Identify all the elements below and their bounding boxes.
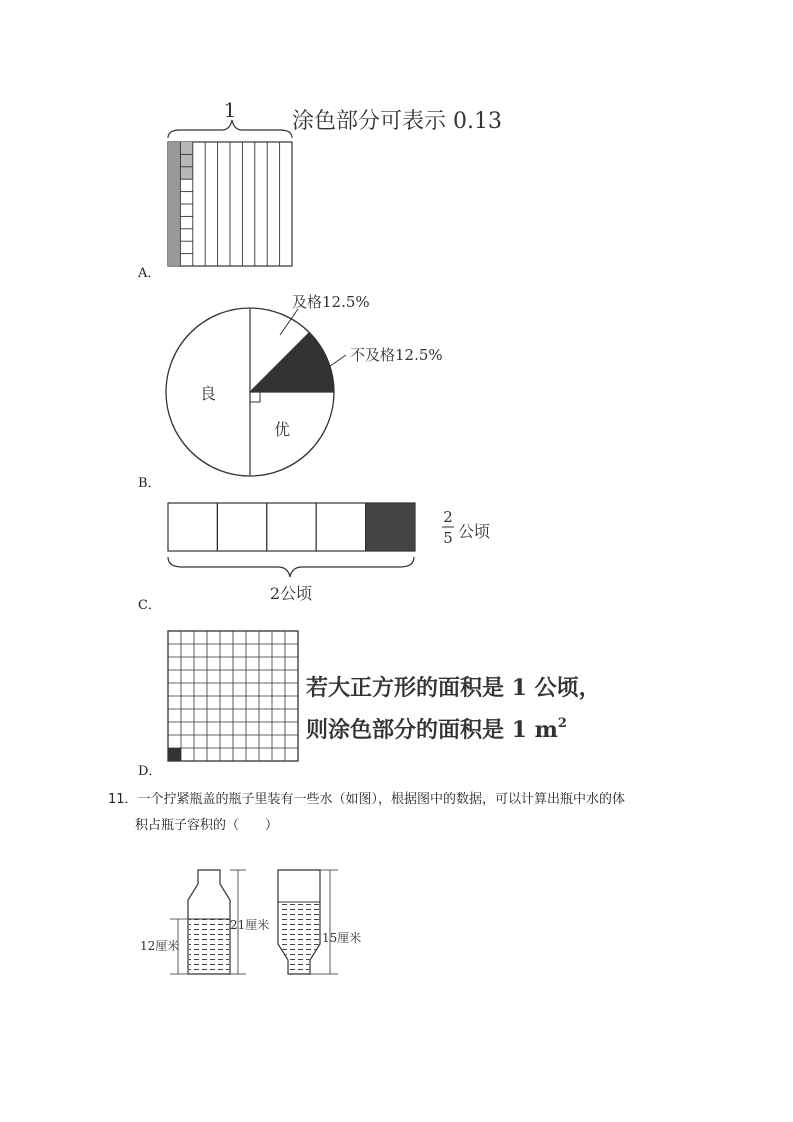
option-a-caption: 涂色部分可表示 0.13	[292, 109, 502, 134]
fraction-unit: 公顷	[458, 522, 491, 541]
option-a-figure	[160, 100, 560, 270]
option-d-line2-text: 则涂色部分的面积是 1 m	[306, 717, 558, 743]
fraction-numerator: 2	[443, 508, 453, 526]
total-label: 2公顷	[269, 584, 313, 603]
question-11-line1: 11．一个拧紧瓶盖的瓶子里装有一些水（如图），根据图中的数据，可以计算出瓶中水的体	[108, 792, 626, 807]
label-pass: 及格12.5%	[292, 293, 370, 311]
option-d-figure	[160, 625, 660, 765]
question-11-text	[108, 787, 748, 839]
option-c-label[interactable]: C．	[138, 598, 161, 613]
option-c-figure	[160, 495, 520, 610]
option-b-pie-chart	[160, 285, 500, 485]
area-cell	[366, 503, 415, 551]
shaded-column	[168, 142, 180, 266]
option-d-line1: 若大正方形的面积是 1 公顷，	[306, 675, 601, 701]
label-excellent: 优	[274, 420, 291, 439]
option-a-label[interactable]: A．	[138, 266, 161, 281]
brace-label: 1	[223, 100, 237, 122]
label-fail: 不及格12.5%	[350, 346, 443, 364]
bottle-upright	[140, 870, 269, 974]
option-d-label[interactable]: D．	[138, 764, 162, 779]
area-cell	[316, 503, 365, 551]
option-d-line2	[306, 716, 567, 743]
question-number: 11．	[108, 792, 138, 807]
area-cell	[168, 503, 217, 551]
area-cell	[217, 503, 266, 551]
label-water-height: 12厘米	[140, 939, 180, 953]
bottle-inverted-water	[279, 902, 319, 973]
brace-bottom	[168, 557, 414, 577]
question-11-line2: 积占瓶子容积的（ ）	[135, 818, 279, 833]
area-cell	[267, 503, 316, 551]
label-bottle-height: 21厘米	[230, 918, 270, 932]
brace-top	[168, 120, 292, 138]
fraction-denominator: 5	[443, 529, 453, 547]
label-air-height: 15厘米	[322, 931, 362, 945]
bottle-inverted	[278, 870, 361, 974]
shaded-cell	[168, 748, 181, 761]
option-d-line2-sup: 2	[557, 716, 567, 731]
option-b-label[interactable]: B．	[138, 476, 161, 491]
bottle-upright-water	[189, 919, 229, 973]
bottle-figure	[138, 852, 378, 982]
shaded-small-cells	[180, 142, 192, 179]
label-good: 良	[200, 384, 217, 403]
